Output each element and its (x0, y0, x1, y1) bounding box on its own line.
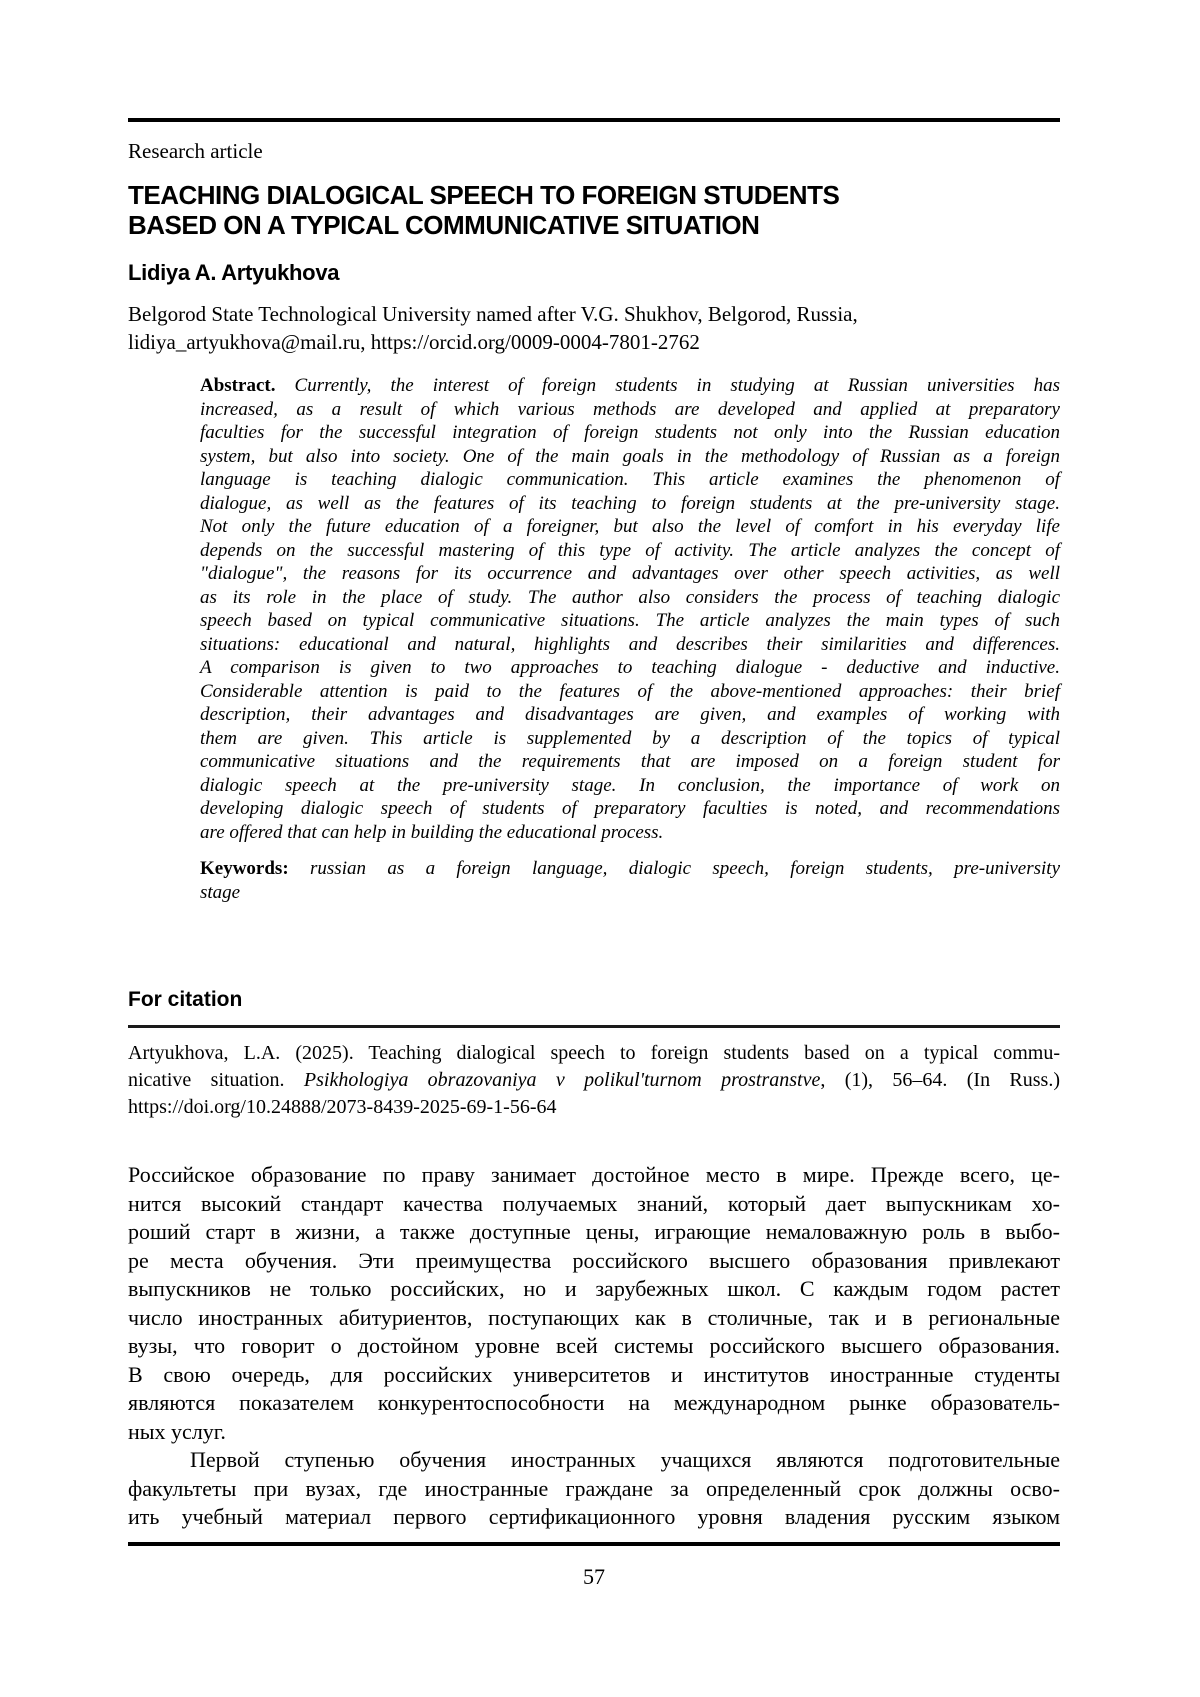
body-line: ить учебный материал первого сертификационного уровня владения русским языком (128, 1504, 1060, 1529)
for-citation-heading: For citation (128, 987, 1060, 1028)
affiliation-line: Belgorod State Technological University named after V.G. Shukhov, Belgorod, Russia, (128, 302, 858, 326)
page-content (128, 118, 1060, 1590)
affiliation-line-contacts: lidiya_artyukhova@mail.ru, https://orcid.org/0009-0004-7801-2762 (128, 330, 700, 354)
abstract-label: Abstract. (200, 375, 276, 396)
body-line: Первой ступенью обучения иностранных учащихся являются подготовительные (190, 1447, 1060, 1472)
body-line: являются показателем конкурентоспособности на международном рынке образователь- (128, 1390, 1060, 1415)
body-line: Российское образование по праву занимает достойное место в мире. Прежде всего, це- (128, 1162, 1060, 1187)
body-line: роший старт в жизни, а также доступные цены, играющие немаловажную роль в выбо- (128, 1219, 1060, 1244)
abstract-line: depends on the successful mastering of this type of activity. The article analyzes the concept of (200, 539, 1060, 561)
citation-doi: https://doi.org/10.24888/2073-8439-2025-69-1-56-64 (128, 1096, 557, 1118)
body-line: факультеты при вузах, где иностранные граждане за определенный срок должны осво- (128, 1475, 1060, 1501)
abstract-line: dialogue, as well as the features of its teaching to foreign students at the pre-university stage. (200, 492, 1060, 514)
abstract-line: as its role in the place of study. The author also considers the process of teaching dialogic (200, 586, 1060, 608)
abstract-line: faculties for the successful integration of foreign students not only into the Russian education (200, 422, 1060, 443)
keywords-line: Keywords: russian as a foreign language, dialogic speech, foreign students, pre-university (200, 858, 1060, 879)
body-line: вузы, что говорит о достойном уровне всей системы российского высшего образования. (128, 1333, 1060, 1358)
body-line: ре места обучения. Эти преимущества российского высшего образования привлекают (128, 1247, 1060, 1273)
citation-line: nicative situation. Psikhologiya obrazovaniya v polikul'turnom prostranstve, (1), 56–64. (In Russ.) (128, 1069, 1061, 1091)
abstract-line: communicative situations and the requirements that are imposed on a foreign student for (200, 751, 1060, 772)
page-number: 57 (583, 1563, 605, 1589)
keywords-line: stage (200, 882, 241, 903)
title-line: TEACHING DIALOGICAL SPEECH TO FOREIGN STUDENTS (128, 180, 840, 210)
journal-title: Psikhologiya obrazovaniya v polikul'turnom prostranstve (303, 1069, 821, 1091)
abstract-line: developing dialogic speech of students of preparatory faculties is noted, and recommendations (200, 798, 1060, 819)
title-line: BASED ON A TYPICAL COMMUNICATIVE SITUATION (128, 210, 760, 240)
article-title (128, 180, 1060, 240)
abstract-line: A comparison is given to two approaches to teaching dialogue - deductive and inductive. (200, 657, 1060, 678)
body-line: выпускников не только российских, но и зарубежных школ. С каждым годом растет (128, 1276, 1060, 1301)
keywords-section (200, 857, 1060, 905)
author-name: Lidiya A. Artyukhova (128, 260, 340, 285)
abstract-line: are offered that can help in building the educational process. (200, 821, 664, 843)
body-text (128, 1161, 1060, 1532)
body-line: В свою очередь, для российских университетов и институтов иностранные студенты (128, 1361, 1060, 1387)
abstract-line: system, but also into society. One of the main goals in the methodology of Russian as a foreign (200, 445, 1060, 467)
body-line: нится высокий стандарт качества получаемых знаний, который дает выпускникам хо- (128, 1190, 1060, 1216)
affiliation (128, 300, 1060, 356)
body-line: ных услуг. (128, 1418, 226, 1444)
abstract-line: Abstract. Currently, the interest of foreign students in studying at Russian universities has (200, 375, 1060, 396)
abstract-line: "dialogue", the reasons for its occurrence and advantages over other speech activities, as well (200, 563, 1060, 584)
abstract-line: speech based on typical communicative situations. The article analyzes the main types of such (200, 610, 1060, 631)
abstract-line: dialogic speech at the pre-university stage. In conclusion, the importance of work on (200, 774, 1060, 796)
abstract-line: Not only the future education of a foreigner, but also the level of comfort in his everyday life (200, 516, 1060, 537)
citation-line: Artyukhova, L.A. (2025). Teaching dialogical speech to foreign students based on a typical commu- (128, 1042, 1060, 1064)
abstract-line: increased, as a result of which various methods are developed and applied at preparatory (200, 398, 1060, 420)
abstract-line: language is teaching dialogic communication. This article examines the phenomenon of (200, 469, 1060, 490)
citation-section (128, 1040, 1060, 1121)
abstract-line: Considerable attention is paid to the features of the above-mentioned approaches: their brief (200, 680, 1060, 702)
abstract-section (200, 374, 1060, 844)
body-line: число иностранных абитуриентов, поступающих как в столичные, так и в региональные (128, 1304, 1060, 1330)
bottom-divider (128, 1542, 1060, 1546)
abstract-line: them are given. This article is supplemented by a description of the topics of typical (200, 727, 1060, 749)
article-type-label: Research article (128, 139, 263, 163)
top-divider (128, 118, 1060, 122)
abstract-line: description, their advantages and disadvantages are given, and examples of working with (200, 704, 1060, 725)
keywords-label: Keywords: (200, 858, 289, 879)
abstract-line: situations: educational and natural, highlights and describes their similarities and differences. (200, 633, 1060, 655)
